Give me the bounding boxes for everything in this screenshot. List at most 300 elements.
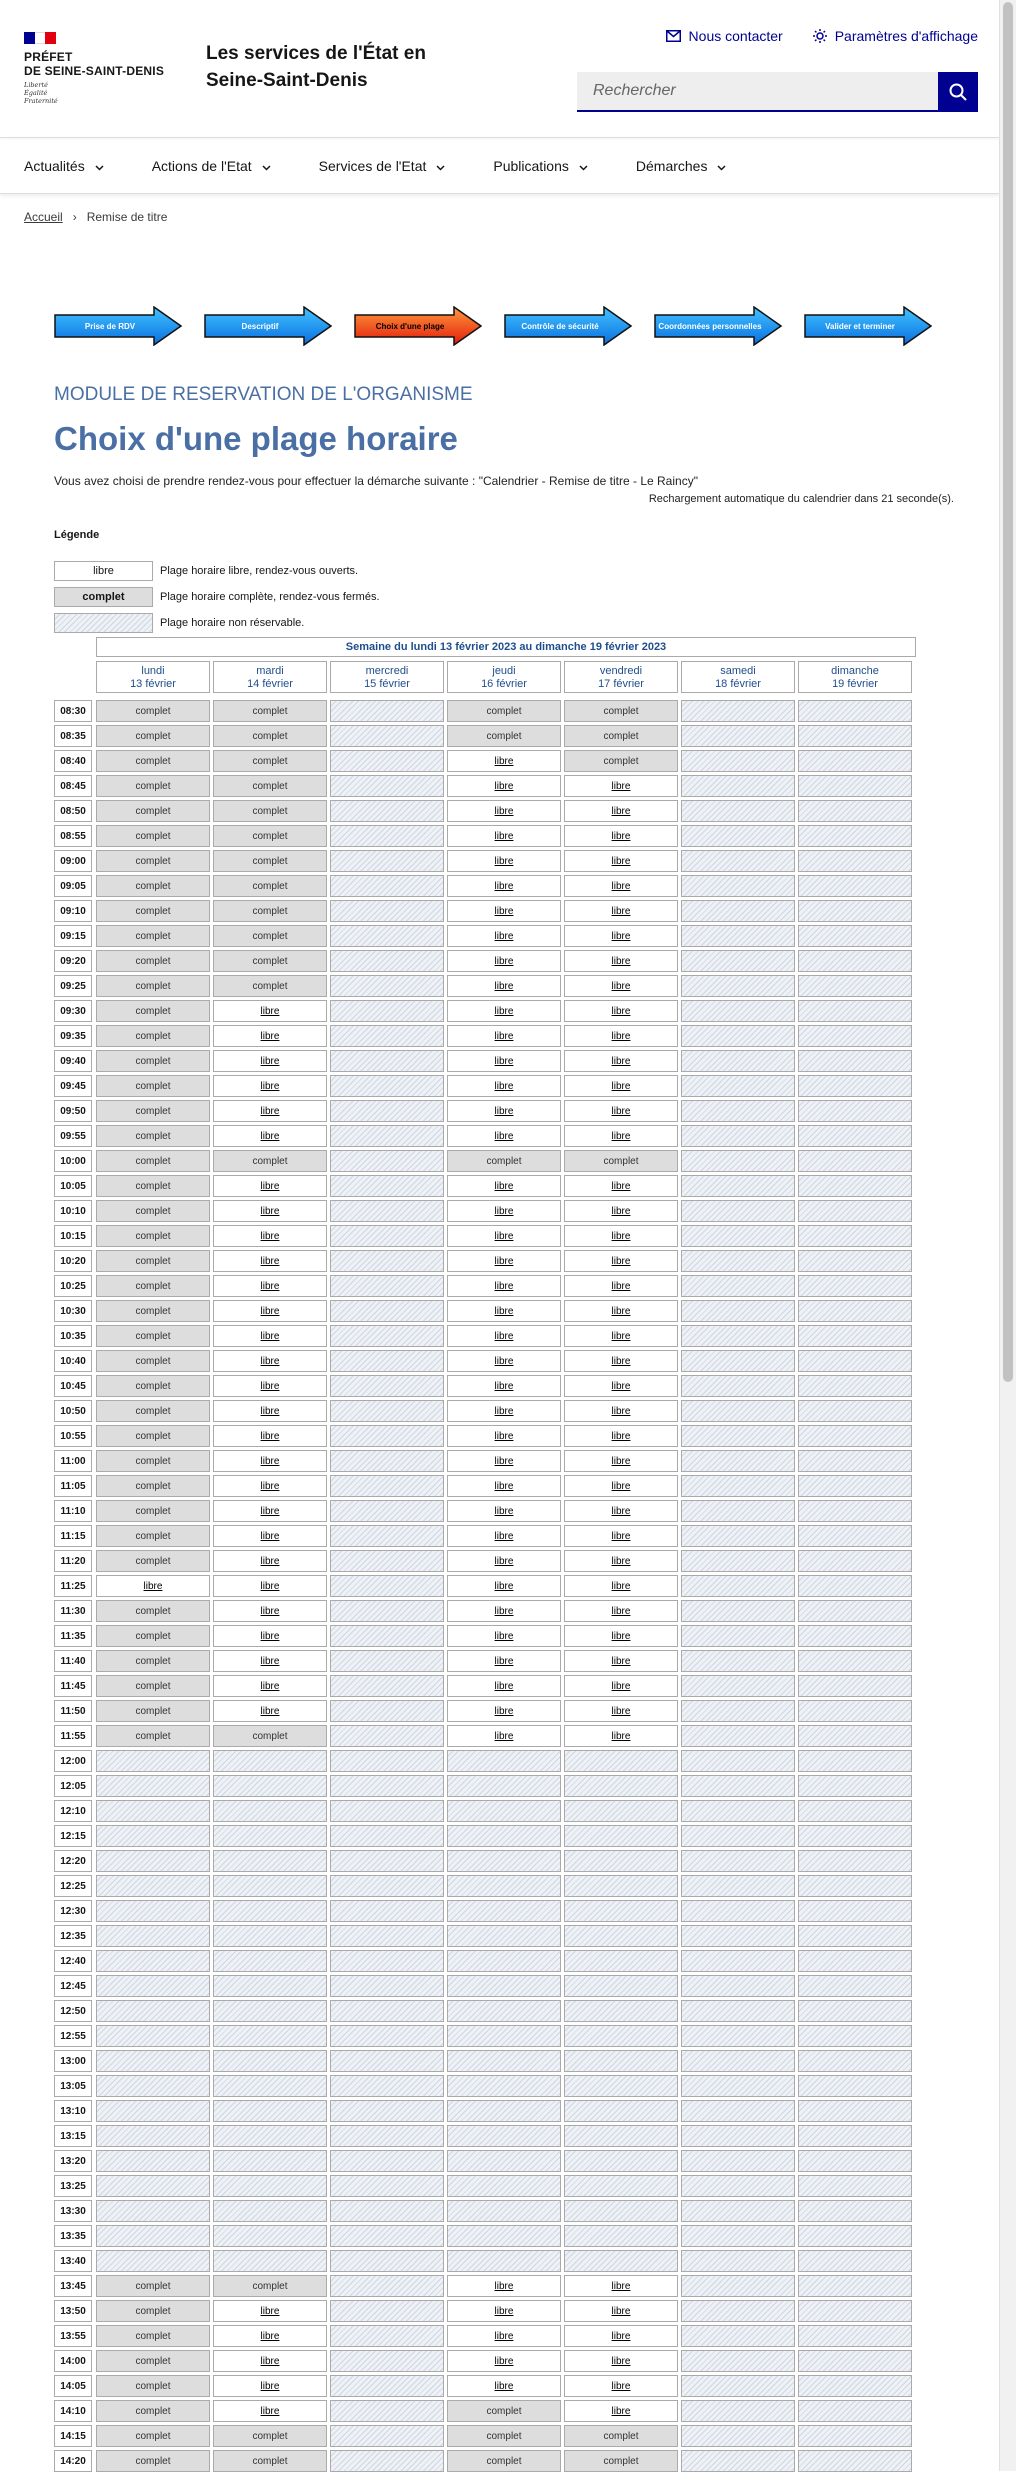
slot-unavailable	[330, 1075, 444, 1097]
slot-unavailable	[330, 1700, 444, 1722]
slot-free-link[interactable]	[447, 1025, 561, 1047]
slot-free-link[interactable]	[213, 1500, 327, 1522]
slot-label: complet	[135, 930, 171, 942]
slot-free-link[interactable]	[213, 1700, 327, 1722]
slot-free-link[interactable]	[564, 1125, 678, 1147]
slot-label: libre	[494, 955, 514, 967]
slot-free-link[interactable]	[564, 1075, 678, 1097]
slot-label: libre	[611, 855, 631, 867]
slot-free-link[interactable]	[213, 1300, 327, 1322]
slot-unavailable	[798, 1300, 912, 1322]
slot-time: 12:00	[54, 1750, 92, 1772]
slot-free-link[interactable]	[564, 900, 678, 922]
slot-unavailable	[798, 775, 912, 797]
slot-free-link[interactable]	[447, 1675, 561, 1697]
slot-unavailable	[681, 725, 795, 747]
slot-free-link[interactable]	[447, 1200, 561, 1222]
booking-step	[804, 306, 932, 346]
slot-free-link[interactable]	[564, 2325, 678, 2347]
slot-free-link[interactable]	[213, 1475, 327, 1497]
slot-free-link[interactable]	[447, 950, 561, 972]
slot-free-link[interactable]	[447, 1400, 561, 1422]
slot-unavailable	[798, 1375, 912, 1397]
slot-unavailable	[798, 1225, 912, 1247]
slot-free-link[interactable]	[564, 1575, 678, 1597]
booking-step	[654, 306, 782, 346]
slot-free-link[interactable]	[447, 925, 561, 947]
slot-unavailable	[330, 2350, 444, 2372]
day-name: mardi	[256, 665, 284, 677]
slot-label: complet	[603, 2455, 639, 2467]
slot-free-link[interactable]	[447, 1000, 561, 1022]
slot-time: 14:00	[54, 2350, 92, 2372]
slot-unavailable	[798, 800, 912, 822]
slot-unavailable	[330, 1725, 444, 1747]
slot-full	[96, 2325, 210, 2347]
slot-free-link[interactable]	[213, 1075, 327, 1097]
slot-free-link[interactable]	[213, 2350, 327, 2372]
slot-time: 13:55	[54, 2325, 92, 2347]
page	[0, 0, 1000, 224]
slot-time: 12:40	[54, 1950, 92, 1972]
slot-free-link[interactable]	[564, 2350, 678, 2372]
slot-free-link[interactable]	[213, 2325, 327, 2347]
slot-unavailable	[681, 1850, 795, 1872]
slot-unavailable	[330, 1925, 444, 1947]
slot-unavailable	[564, 1775, 678, 1797]
slot-free-link[interactable]	[447, 1050, 561, 1072]
slot-free-link[interactable]	[213, 1675, 327, 1697]
site-title[interactable]: Les services de l'État en Seine-Saint-Denis	[206, 43, 426, 91]
slot-unavailable	[798, 2375, 912, 2397]
slot-full	[96, 1300, 210, 1322]
display-settings-button[interactable]	[813, 28, 978, 44]
slot-unavailable	[798, 875, 912, 897]
slot-free-link[interactable]	[447, 1100, 561, 1122]
slot-unavailable	[330, 1125, 444, 1147]
slot-free-link[interactable]	[564, 1450, 678, 1472]
slot-unavailable	[798, 1025, 912, 1047]
chevron-down-icon	[579, 158, 588, 174]
slot-label: libre	[494, 780, 514, 792]
slot-label: libre	[494, 1180, 514, 1192]
slot-free-link[interactable]	[447, 1625, 561, 1647]
slot-time: 13:40	[54, 2250, 92, 2272]
legend-full-swatch: complet	[54, 587, 153, 607]
slot-free-link[interactable]	[447, 1475, 561, 1497]
legend-na-swatch	[54, 613, 153, 633]
slot-label: complet	[603, 2430, 639, 2442]
slot-unavailable	[447, 2050, 561, 2072]
slot-label: complet	[486, 2455, 522, 2467]
slot-free-link[interactable]	[564, 1500, 678, 1522]
day-name: lundi	[141, 665, 165, 677]
slot-free-link[interactable]	[213, 1125, 327, 1147]
slot-free-link[interactable]	[213, 1525, 327, 1547]
slot-free-link[interactable]	[213, 1425, 327, 1447]
slot-full	[96, 1175, 210, 1197]
slot-unavailable	[681, 2325, 795, 2347]
slot-label: complet	[135, 1055, 171, 1067]
slot-free-link[interactable]	[564, 1000, 678, 1022]
slot-label: complet	[252, 805, 288, 817]
slot-unavailable	[681, 750, 795, 772]
slot-free-link[interactable]	[213, 1175, 327, 1197]
search-button[interactable]	[938, 72, 978, 112]
slot-label: libre	[260, 1305, 280, 1317]
slot-unavailable	[330, 2075, 444, 2097]
slot-free-link[interactable]	[447, 750, 561, 772]
slot-label: complet	[135, 2305, 171, 2317]
nav-item[interactable]	[493, 158, 588, 174]
slot-unavailable	[681, 1825, 795, 1847]
slot-unavailable	[96, 1800, 210, 1822]
slot-unavailable	[798, 1050, 912, 1072]
slot-label: complet	[252, 855, 288, 867]
slot-free-link[interactable]	[213, 1400, 327, 1422]
contact-link[interactable]	[666, 28, 783, 44]
slot-free-link[interactable]	[447, 1275, 561, 1297]
slot-free-link[interactable]	[213, 1350, 327, 1372]
slot-free-link[interactable]	[564, 1200, 678, 1222]
site-header	[0, 0, 1000, 138]
slot-free-link[interactable]	[564, 2300, 678, 2322]
slot-free-link[interactable]	[564, 1600, 678, 1622]
slot-time: 13:00	[54, 2050, 92, 2072]
slot-unavailable	[330, 2225, 444, 2247]
slot-free-link[interactable]	[447, 2350, 561, 2372]
prefecture-logo[interactable]	[24, 32, 174, 105]
slot-free-link[interactable]	[447, 1325, 561, 1347]
slot-label: libre	[611, 1080, 631, 1092]
slot-time: 13:05	[54, 2075, 92, 2097]
slot-full	[96, 1525, 210, 1547]
slot-unavailable	[681, 1425, 795, 1447]
slot-time: 12:55	[54, 2025, 92, 2047]
slot-label: complet	[135, 955, 171, 967]
scrollbar-thumb[interactable]	[1003, 2, 1013, 1382]
slot-label: libre	[611, 1055, 631, 1067]
slot-unavailable	[564, 2100, 678, 2122]
slot-free-link[interactable]	[564, 1375, 678, 1397]
slot-free-link[interactable]	[564, 825, 678, 847]
slot-label: libre	[260, 2380, 280, 2392]
slot-label: libre	[611, 2380, 631, 2392]
nav-item[interactable]	[24, 158, 104, 174]
slot-unavailable	[447, 1825, 561, 1847]
slot-label: complet	[135, 1005, 171, 1017]
slot-unavailable	[798, 1350, 912, 1372]
slot-free-link[interactable]	[564, 1050, 678, 1072]
slot-free-link[interactable]	[564, 2400, 678, 2422]
slot-free-link[interactable]	[447, 1175, 561, 1197]
slot-unavailable	[798, 1925, 912, 1947]
slot-free-link[interactable]	[564, 800, 678, 822]
slot-free-link[interactable]	[564, 1625, 678, 1647]
slot-free-link[interactable]	[564, 1425, 678, 1447]
slot-full	[564, 750, 678, 772]
slot-free-link[interactable]	[564, 2375, 678, 2397]
slot-label: libre	[611, 1405, 631, 1417]
slot-full	[96, 1400, 210, 1422]
slot-free-link[interactable]	[213, 2375, 327, 2397]
slot-time: 10:30	[54, 1300, 92, 1322]
slot-full	[96, 925, 210, 947]
slot-free-link[interactable]	[447, 1450, 561, 1472]
slot-label: libre	[611, 780, 631, 792]
slot-unavailable	[330, 1525, 444, 1547]
slot-unavailable	[330, 1025, 444, 1047]
slot-free-link[interactable]	[447, 1250, 561, 1272]
slot-label: complet	[135, 1180, 171, 1192]
slot-free-link[interactable]	[447, 1225, 561, 1247]
slot-free-link[interactable]	[213, 1250, 327, 1272]
slot-free-link[interactable]	[564, 1325, 678, 1347]
slot-time: 09:25	[54, 975, 92, 997]
legend-title: Légende	[54, 529, 100, 541]
nav-item[interactable]	[319, 158, 446, 174]
breadcrumb-home-link[interactable]: Accueil	[24, 210, 63, 224]
slot-free-link[interactable]	[447, 2300, 561, 2322]
slot-free-link[interactable]	[213, 2400, 327, 2422]
slot-unavailable	[330, 1800, 444, 1822]
slot-free-link[interactable]	[447, 1425, 561, 1447]
slot-free-link[interactable]	[213, 1625, 327, 1647]
slot-free-link[interactable]	[564, 2275, 678, 2297]
slot-free-link[interactable]	[447, 900, 561, 922]
slot-free-link[interactable]	[564, 1350, 678, 1372]
slot-full	[96, 2350, 210, 2372]
slot-unavailable	[330, 1250, 444, 1272]
booking-step	[354, 306, 482, 346]
slot-label: complet	[135, 2455, 171, 2467]
nav-item[interactable]	[152, 158, 271, 174]
slot-unavailable	[681, 1675, 795, 1697]
slot-free-link[interactable]	[447, 850, 561, 872]
day-date: 13 février	[130, 678, 176, 690]
slot-free-link[interactable]	[447, 1075, 561, 1097]
slot-unavailable	[681, 2350, 795, 2372]
slot-free-link[interactable]	[564, 1275, 678, 1297]
slot-free-link[interactable]	[447, 2325, 561, 2347]
slot-free-link[interactable]	[564, 1225, 678, 1247]
slot-free-link[interactable]	[447, 1700, 561, 1722]
slot-free-link[interactable]	[213, 1575, 327, 1597]
slot-label: libre	[260, 1380, 280, 1392]
slot-free-link[interactable]	[447, 1575, 561, 1597]
slot-free-link[interactable]	[213, 1100, 327, 1122]
slot-free-link[interactable]	[564, 775, 678, 797]
slot-free-link[interactable]	[564, 1025, 678, 1047]
slot-free-link[interactable]	[213, 1600, 327, 1622]
slot-unavailable	[96, 1875, 210, 1897]
slot-free-link[interactable]	[564, 950, 678, 972]
slot-free-link[interactable]	[447, 1300, 561, 1322]
slot-unavailable	[798, 1475, 912, 1497]
slot-free-link[interactable]	[213, 1000, 327, 1022]
slot-full	[213, 850, 327, 872]
slot-free-link[interactable]	[447, 775, 561, 797]
slot-label: libre	[494, 1680, 514, 1692]
slot-free-link[interactable]	[447, 1650, 561, 1672]
slot-free-link[interactable]	[447, 975, 561, 997]
slot-free-link[interactable]	[447, 2275, 561, 2297]
slot-unavailable	[681, 1875, 795, 1897]
slot-free-link[interactable]	[564, 1250, 678, 1272]
day-name: samedi	[720, 665, 756, 677]
slot-unavailable	[564, 2175, 678, 2197]
slot-free-link[interactable]	[213, 1050, 327, 1072]
slot-unavailable	[798, 1700, 912, 1722]
slot-unavailable	[798, 1875, 912, 1897]
slot-time: 12:10	[54, 1800, 92, 1822]
slot-free-link[interactable]	[213, 2300, 327, 2322]
slot-unavailable	[681, 800, 795, 822]
slot-label: libre	[611, 1580, 631, 1592]
slot-free-link[interactable]	[564, 1675, 678, 1697]
slot-free-link[interactable]	[564, 1700, 678, 1722]
slot-unavailable	[330, 2275, 444, 2297]
slot-free-link[interactable]	[447, 1600, 561, 1622]
nav-item[interactable]	[636, 158, 727, 174]
slot-time: 14:05	[54, 2375, 92, 2397]
slot-free-link[interactable]	[447, 800, 561, 822]
slot-unavailable	[330, 2000, 444, 2022]
vertical-scrollbar[interactable]	[999, 0, 1016, 2471]
slot-label: complet	[135, 2430, 171, 2442]
slot-unavailable	[447, 1975, 561, 1997]
slot-full	[213, 900, 327, 922]
slot-time: 11:10	[54, 1500, 92, 1522]
slot-free-link[interactable]	[213, 1275, 327, 1297]
slot-full	[96, 1425, 210, 1447]
booking-step-label: Coordonnées personnelles	[658, 321, 762, 331]
slot-label: libre	[494, 2330, 514, 2342]
slot-unavailable	[681, 1900, 795, 1922]
slot-full	[213, 700, 327, 722]
slot-label: complet	[135, 780, 171, 792]
slot-free-link[interactable]	[564, 875, 678, 897]
slot-unavailable	[564, 2150, 678, 2172]
slot-label: libre	[494, 1055, 514, 1067]
slot-free-link[interactable]	[564, 1650, 678, 1672]
slot-free-link[interactable]	[564, 1550, 678, 1572]
nav-item-label: Publications	[493, 157, 569, 174]
slot-free-link[interactable]	[447, 875, 561, 897]
slot-unavailable	[330, 1500, 444, 1522]
slot-label: libre	[143, 1580, 163, 1592]
slot-label: complet	[135, 730, 171, 742]
slot-free-link[interactable]	[447, 825, 561, 847]
slot-time: 11:05	[54, 1475, 92, 1497]
slot-unavailable	[96, 2150, 210, 2172]
slot-free-link[interactable]	[213, 1225, 327, 1247]
slot-free-link[interactable]	[213, 1025, 327, 1047]
slot-unavailable	[681, 1625, 795, 1647]
slot-unavailable	[564, 1900, 678, 1922]
slot-label: libre	[611, 1380, 631, 1392]
slot-free-link[interactable]	[564, 1175, 678, 1197]
slot-unavailable	[798, 925, 912, 947]
slot-free-link[interactable]	[213, 1200, 327, 1222]
slot-free-link[interactable]	[564, 925, 678, 947]
slot-unavailable	[564, 1975, 678, 1997]
slot-label: complet	[135, 1530, 171, 1542]
legend-free-text: Plage horaire libre, rendez-vous ouverts.	[160, 565, 359, 577]
slot-label: complet	[135, 1155, 171, 1167]
slot-full	[96, 1600, 210, 1622]
slot-unavailable	[96, 1850, 210, 1872]
chevron-right-icon: ›	[72, 210, 77, 224]
slot-unavailable	[330, 1300, 444, 1322]
slot-label: complet	[135, 1480, 171, 1492]
slot-free-link[interactable]	[564, 1300, 678, 1322]
slot-free-link[interactable]	[564, 850, 678, 872]
slot-free-link[interactable]	[564, 1725, 678, 1747]
slot-free-link[interactable]	[447, 1350, 561, 1372]
search-input[interactable]: Rechercher	[577, 72, 938, 112]
slot-full	[96, 750, 210, 772]
slot-free-link[interactable]	[564, 1475, 678, 1497]
slot-unavailable	[447, 1800, 561, 1822]
slot-unavailable	[330, 2025, 444, 2047]
slot-label: libre	[494, 1730, 514, 1742]
slot-label: libre	[611, 1655, 631, 1667]
slot-unavailable	[213, 1925, 327, 1947]
slot-free-link[interactable]	[96, 1575, 210, 1597]
slot-time: 11:25	[54, 1575, 92, 1597]
slot-unavailable	[681, 975, 795, 997]
slot-full	[96, 1500, 210, 1522]
slot-unavailable	[798, 1400, 912, 1422]
slot-label: complet	[135, 2405, 171, 2417]
slot-label: libre	[494, 2380, 514, 2392]
slot-free-link[interactable]	[213, 1550, 327, 1572]
slot-label: complet	[252, 730, 288, 742]
slot-time: 13:35	[54, 2225, 92, 2247]
slot-unavailable	[798, 1650, 912, 1672]
slot-time: 11:40	[54, 1650, 92, 1672]
slot-full	[213, 875, 327, 897]
slot-unavailable	[213, 2250, 327, 2272]
slot-free-link[interactable]	[447, 1525, 561, 1547]
slot-time: 14:10	[54, 2400, 92, 2422]
slot-unavailable	[213, 2150, 327, 2172]
slot-free-link[interactable]	[564, 1525, 678, 1547]
slot-unavailable	[681, 2400, 795, 2422]
slot-free-link[interactable]	[447, 1125, 561, 1147]
slot-free-link[interactable]	[447, 1375, 561, 1397]
slot-unavailable	[798, 1275, 912, 1297]
slot-unavailable	[798, 1825, 912, 1847]
slot-free-link[interactable]	[447, 2375, 561, 2397]
slot-free-link[interactable]	[213, 1650, 327, 1672]
slot-free-link[interactable]	[564, 975, 678, 997]
slot-full	[213, 725, 327, 747]
slot-free-link[interactable]	[447, 1550, 561, 1572]
slot-label: libre	[494, 1405, 514, 1417]
slot-free-link[interactable]	[564, 1400, 678, 1422]
slot-time: 09:40	[54, 1050, 92, 1072]
slot-full	[96, 1125, 210, 1147]
slot-full	[96, 1250, 210, 1272]
slot-free-link[interactable]	[213, 1375, 327, 1397]
slot-free-link[interactable]	[213, 1325, 327, 1347]
slot-free-link[interactable]	[564, 1100, 678, 1122]
slot-free-link[interactable]	[447, 1725, 561, 1747]
slot-free-link[interactable]	[213, 1450, 327, 1472]
slot-free-link[interactable]	[447, 1500, 561, 1522]
